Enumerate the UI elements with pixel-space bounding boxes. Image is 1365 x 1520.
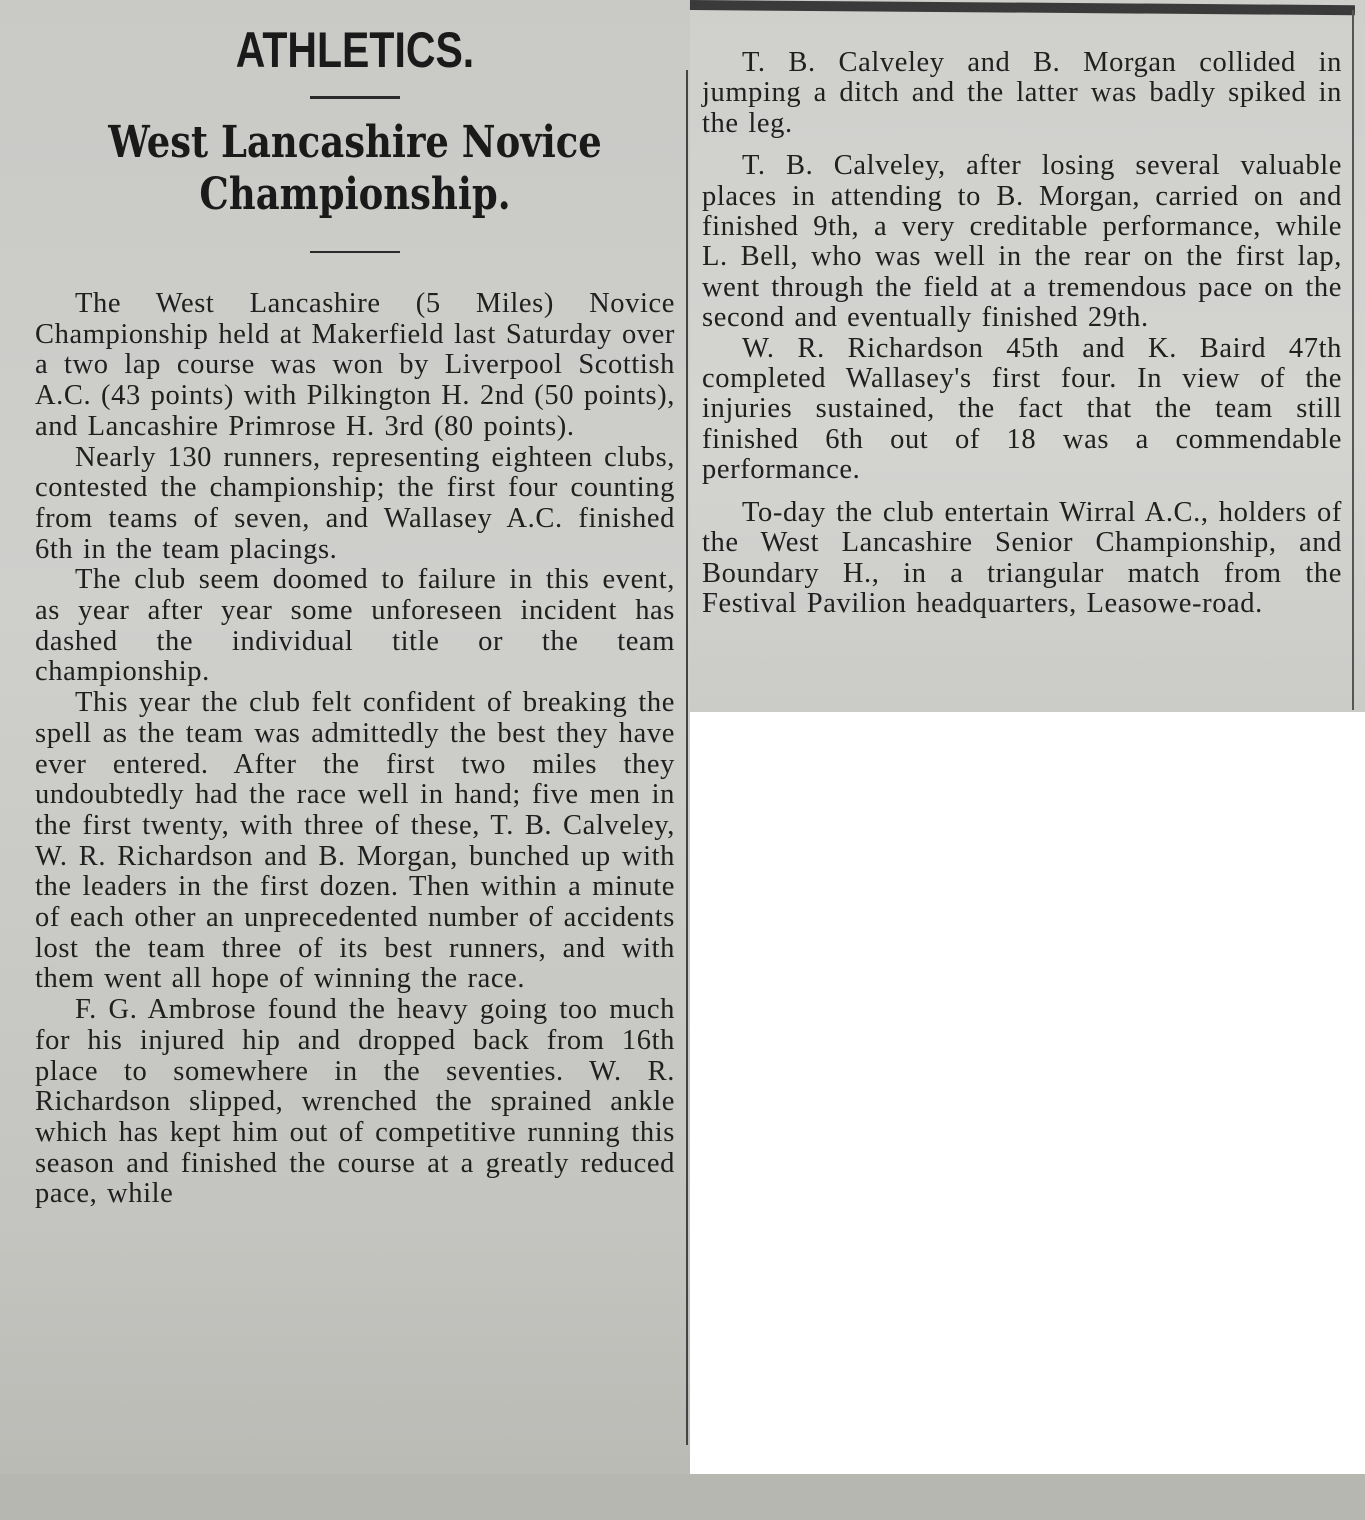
paragraph: T. B. Calveley, after losing several valuable places in attending to B. Morgan, carried on and finished 9th, a very creditable performance, while L. Bell, who was well in the rear on the first lap, went through the field at a tremendous pace on the second and eventually finished 29th. xyxy=(702,150,1342,334)
newsprint-bottom-edge xyxy=(0,1474,1365,1520)
paragraph: The club seem doomed to failure in this event, as year after year some unforeseen incident has dashed the individual title or the team championship. xyxy=(35,564,675,688)
paragraph: T. B. Calveley and B. Morgan collided in jumping a ditch and the latter was badly spiked in the leg. xyxy=(702,47,1342,139)
title-divider xyxy=(310,96,400,99)
paragraph: F. G. Ambrose found the heavy going too much for his injured hip and dropped back from 16th place to somewhere in the seventies. W. R. Richardson slipped, wrenched the sprained ankle which has kept him out of competitive running this season and finished the course at a greatly reduced pace, while xyxy=(35,994,675,1210)
section-title: ATHLETICS. xyxy=(235,22,475,78)
headline: West Lancashire Novice Championship. xyxy=(108,117,602,220)
blank-area xyxy=(690,712,1365,1474)
column-rule xyxy=(686,70,688,1445)
paragraph: W. R. Richardson 45th and K. Baird 47th completed Wallasey's first four. In view of the injuries sustained, the fact that the team still finished 6th out of 18 was a commendable performance. xyxy=(702,332,1342,486)
paragraph: The West Lancashire (5 Miles) Novice Championship held at Makerfield last Saturday over a two lap course was won by Liverpool Scottish A.C. (43 points) with Pilkington H. 2nd (50 points), and Lancashire Primrose H. 3rd (80 points). xyxy=(35,288,675,442)
right-column xyxy=(702,48,1342,619)
paragraph: Nearly 130 runners, representing eighteen clubs, contested the championship; the first four counting from teams of seven, and Wallasey A.C. finished 6th in the team placings. xyxy=(35,441,675,565)
right-edge-rule xyxy=(1352,10,1354,710)
left-column xyxy=(35,18,675,1210)
headline-divider xyxy=(310,251,400,253)
paragraph: To-day the club entertain Wirral A.C., holders of the West Lancashire Senior Championship, and Boundary H., in a triangular match from the Festival Pavilion headquarters, Leasowe-road. xyxy=(702,496,1342,619)
paragraph: This year the club felt confident of breaking the spell as the team was admittedly the best they have ever entered. After the first two miles they undoubtedly had the race well in hand; five men in the first twenty, with three of these, T. B. Calveley, W. R. Richardson and B. Morgan, bunched up with the leaders in the first dozen. Then within a minute of each other an unprecedented number of accidents lost the team three of its best runners, and with them went all hope of winning the race. xyxy=(35,687,675,995)
